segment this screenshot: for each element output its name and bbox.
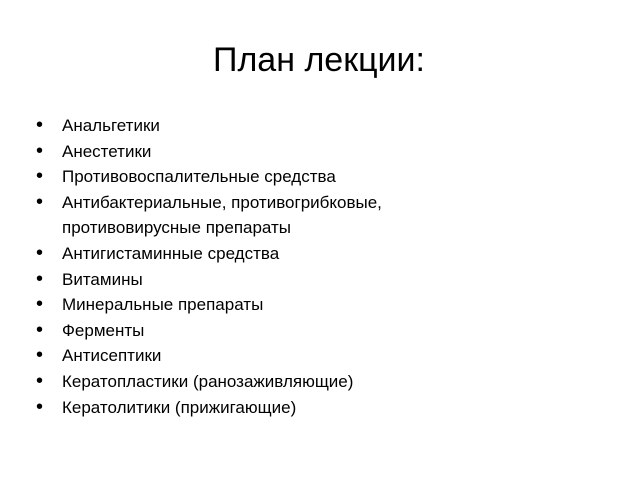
bullet-icon: •: [36, 318, 44, 341]
list-item: [36, 318, 616, 344]
list-item: [36, 267, 616, 293]
bullet-icon: •: [36, 369, 44, 392]
list-item-text: Антибактериальные, противогрибковые,: [62, 192, 382, 212]
bullet-icon: •: [36, 293, 44, 316]
list-item-text: Витамины: [62, 269, 143, 289]
bullet-icon: •: [36, 114, 44, 136]
bullet-icon: •: [36, 241, 44, 264]
list-item: [36, 164, 616, 190]
list-item-text: Минеральные препараты: [62, 295, 264, 315]
bullet-list: [36, 113, 616, 420]
list-item-text: Анальгетики: [62, 116, 160, 135]
list-item: [36, 139, 616, 165]
bullet-icon: •: [36, 165, 44, 188]
bullet-icon: •: [36, 395, 44, 418]
bullet-icon: •: [36, 190, 44, 213]
slide-title: План лекции:: [213, 41, 425, 79]
bullet-icon: •: [36, 344, 44, 367]
list-item-text: Антигистаминные средства: [62, 243, 280, 263]
list-item: [36, 292, 616, 318]
list-item: [36, 241, 616, 267]
list-item-text: Кератопластики (ранозаживляющие): [62, 371, 354, 391]
list-item-text: Антисептики: [62, 346, 162, 366]
list-item-text-continuation: противовирусные препараты: [62, 218, 292, 238]
list-item: [36, 369, 616, 395]
list-item-text: Противовоспалительные средства: [62, 167, 336, 187]
bullet-icon: •: [36, 139, 44, 162]
list-item: [36, 113, 616, 139]
list-item-text: Ферменты: [62, 320, 145, 340]
bullet-icon: •: [36, 267, 44, 290]
list-item: [36, 190, 616, 241]
list-item-text: Кератолитики (прижигающие): [62, 397, 297, 417]
list-item: [36, 395, 616, 421]
list-item-text: Анестетики: [62, 141, 152, 161]
list-item: [36, 343, 616, 369]
